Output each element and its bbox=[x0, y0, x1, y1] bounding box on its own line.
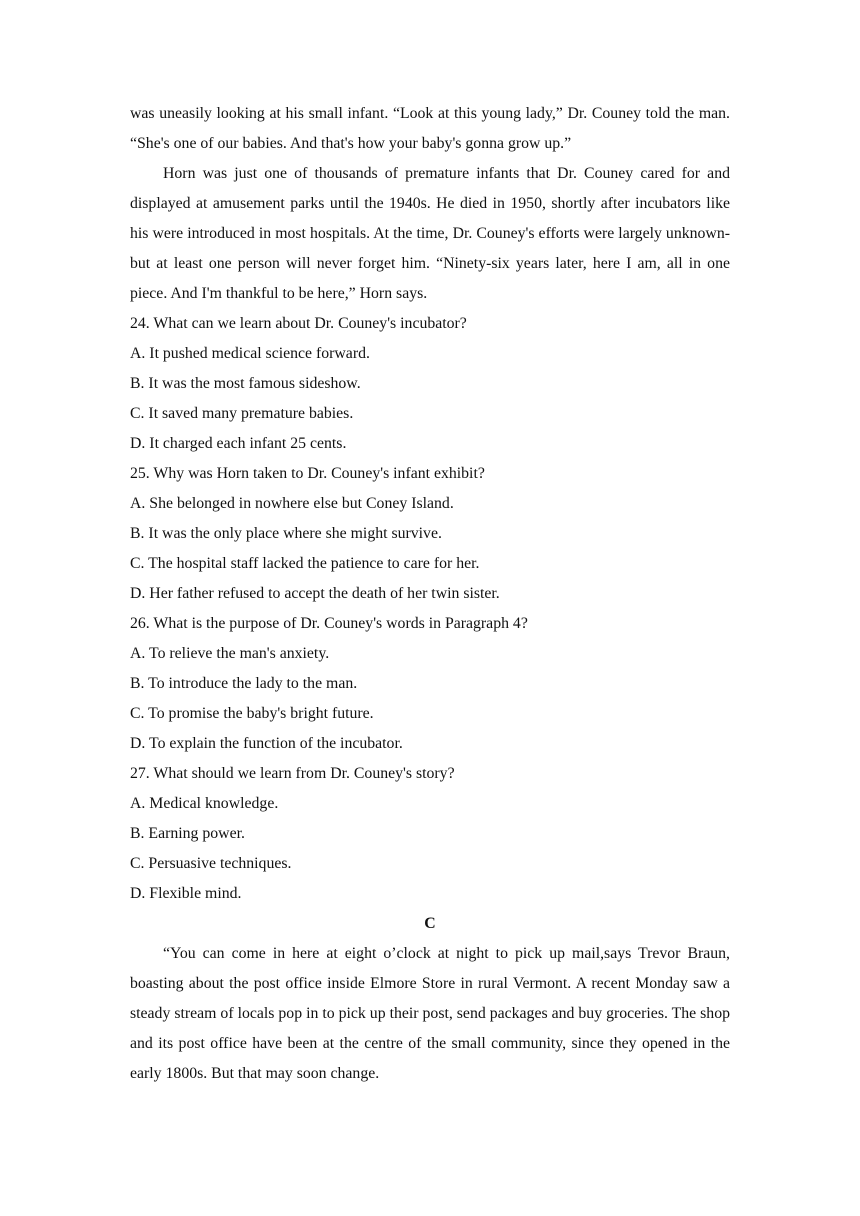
answer-option: D. It charged each infant 25 cents. bbox=[130, 435, 347, 452]
question-stem: 25. Why was Horn taken to Dr. Couney's infant exhibit? bbox=[130, 465, 485, 482]
answer-option: C. It saved many premature babies. bbox=[130, 405, 354, 422]
answer-option: A. It pushed medical science forward. bbox=[130, 345, 370, 362]
answer-option: B. To introduce the lady to the man. bbox=[130, 675, 358, 692]
answer-option: C. The hospital staff lacked the patience to care for her. bbox=[130, 555, 480, 572]
question-stem: 24. What can we learn about Dr. Couney's incubator? bbox=[130, 315, 467, 332]
question-26 bbox=[130, 609, 730, 759]
question-27 bbox=[130, 759, 730, 909]
answer-option: D. To explain the function of the incubator. bbox=[130, 735, 403, 752]
answer-option: C. To promise the baby's bright future. bbox=[130, 705, 374, 722]
answer-option: C. Persuasive techniques. bbox=[130, 855, 292, 872]
question-stem: 26. What is the purpose of Dr. Couney's words in Paragraph 4? bbox=[130, 615, 528, 632]
answer-option: A. She belonged in nowhere else but Coney Island. bbox=[130, 495, 454, 512]
question-25 bbox=[130, 459, 730, 609]
passage-b-paragraph-continued: was uneasily looking at his small infant. “Look at this young lady,” Dr. Couney told the man. “She's one of our babies. And that's how your baby's gonna grow up.” bbox=[130, 105, 730, 152]
passage-c-heading: C bbox=[424, 915, 436, 932]
answer-option: D. Her father refused to accept the death of her twin sister. bbox=[130, 585, 500, 602]
document-page bbox=[130, 99, 730, 1089]
answer-option: B. Earning power. bbox=[130, 825, 245, 842]
answer-option: B. It was the only place where she might survive. bbox=[130, 525, 442, 542]
passage-b-paragraph-final: Horn was just one of thousands of premature infants that Dr. Couney cared for and displayed at amusement parks until the 1940s. He died in 1950, shortly after incubators like his were introduced in most hospitals. At the time, Dr. Couney's efforts were largely unknown-but at least one person will never forget him. “Ninety-six years later, here I am, all in one piece. And I'm thankful to be here,” Horn says. bbox=[130, 165, 730, 302]
answer-option: A. To relieve the man's anxiety. bbox=[130, 645, 330, 662]
passage-c-paragraph-1: “You can come in here at eight o’clock at night to pick up mail,says Trevor Braun, boasting about the post office inside Elmore Store in rural Vermont. A recent Monday saw a steady stream of locals pop in to pick up their post, send packages and buy groceries. The shop and its post office have been at the centre of the small community, since they opened in the early 1800s. But that may soon change. bbox=[130, 945, 730, 1082]
question-stem: 27. What should we learn from Dr. Couney's story? bbox=[130, 765, 455, 782]
answer-option: A. Medical knowledge. bbox=[130, 795, 279, 812]
answer-option: B. It was the most famous sideshow. bbox=[130, 375, 361, 392]
question-24 bbox=[130, 309, 730, 459]
answer-option: D. Flexible mind. bbox=[130, 885, 242, 902]
